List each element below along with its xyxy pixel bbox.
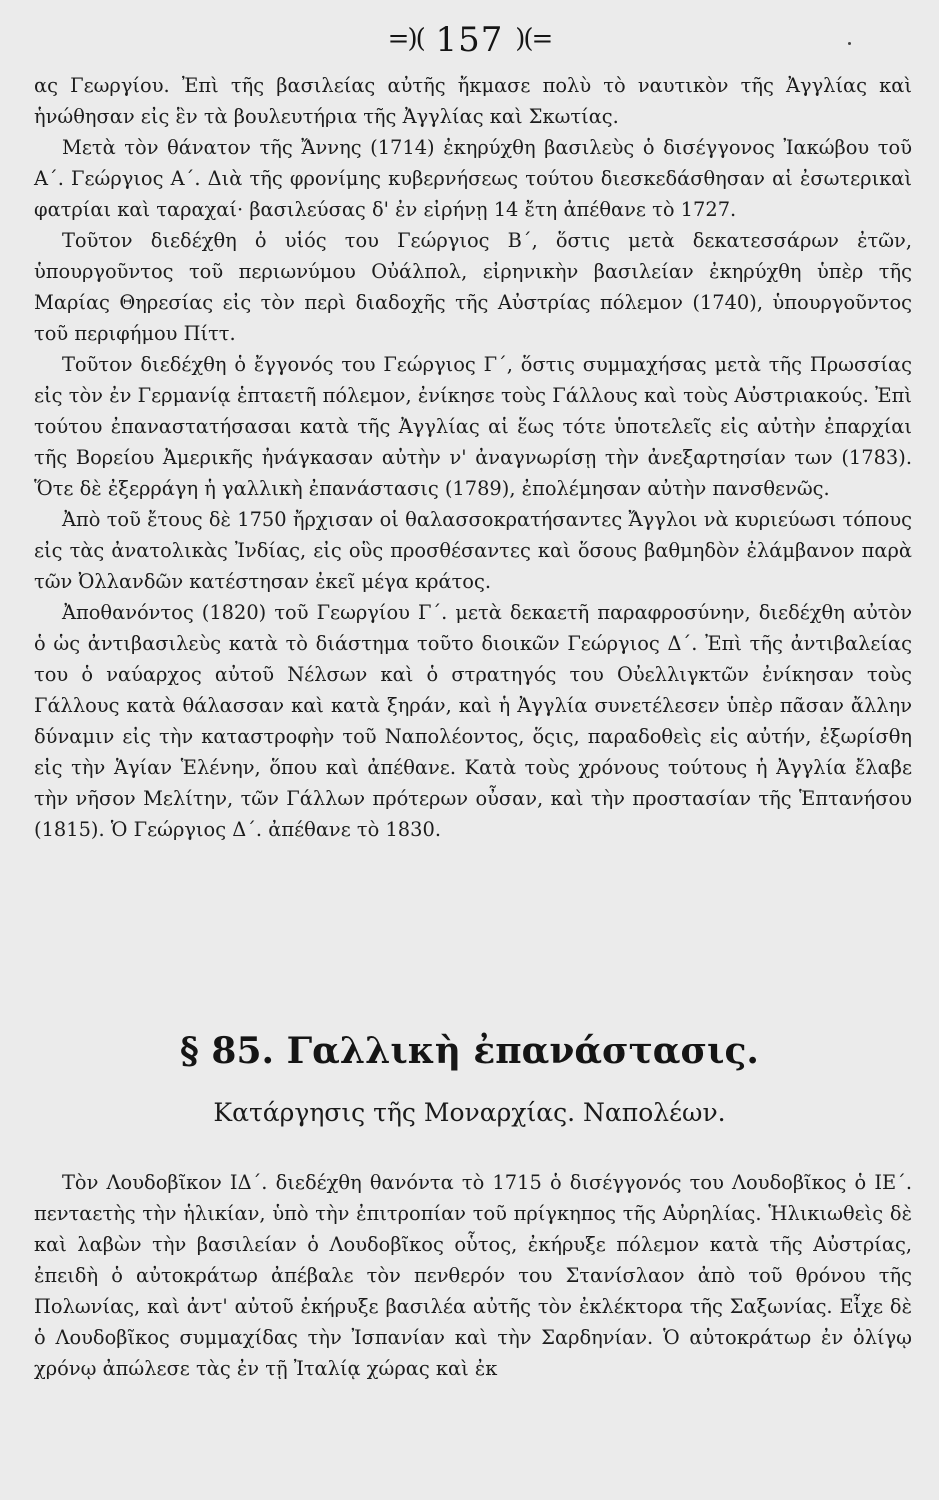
page-number: 157 [435,20,504,60]
header-right-ornament: )(= [515,24,552,54]
paragraph: Τοῦτον διεδέχθη ὁ υἱός του Γεώργιος Β΄, ὅστις μετὰ δεκατεσσάρων ἐτῶν, ὑπουργοῦντος τοῦ περιωνύμου Οὐάλπολ, εἰρηνικὴν βασιλείαν ἐκηρύχθη ὑπὲρ τῆς Μαρίας Θηρεσίας εἰς τὸν περὶ διαδοχῆς τῆς Αὐστρίας πόλεμον (1740), ὑπουργοῦντος τοῦ περιφήμου Πίττ. [34,229,912,345]
ink-speck [848,42,851,45]
paragraph: Ἀπὸ τοῦ ἔτους δὲ 1750 ἤρχισαν οἱ θαλασσοκρατήσαντες Ἄγγλοι νὰ κυριεύωσι τόπους εἰς τὰς ἀνατολικὰς Ἰνδίας, εἰς οὓς προσθέσαντες καὶ ὅσους βαθμηδὸν ἐλάμβανον παρὰ τῶν Ὀλλανδῶν κατέστησαν ἐκεῖ μέγα κράτος. [34,508,912,593]
section-subtitle: Κατάργησις τῆς Μοναρχίας. Ναπολέων. [213,1098,726,1127]
page-header [0,20,939,60]
body-text-bottom [34,1167,912,1384]
paragraph: Τοῦτον διεδέχθη ὁ ἔγγονός του Γεώργιος Γ΄, ὅστις συμμαχήσας μετὰ τῆς Πρωσσίας εἰς τὸν ἐν Γερμανίᾳ ἑπταετῆ πόλεμον, ἐνίκησε τοὺς Γάλλους καὶ τοὺς Αὐστριακούς. Ἐπὶ τούτου ἐπαναστατήσασαι κατὰ τῆς Ἀγγλίας αἱ ἕως τότε ὑποτελεῖς εἰς αὐτὴν ἐπαρχίαι τῆς Βορείου Ἀμερικῆς ἠνάγκασαν αὐτὴν ν' ἀναγνωρίσῃ τὴν ἀνεξαρτησίαν των (1783). Ὅτε δὲ ἐξερράγη ἡ γαλλικὴ ἐπανάστασις (1789), ἐπολέμησαν αὐτὴν πανσθενῶς. [34,353,912,500]
body-text-top [34,70,912,845]
paragraph: Ἀποθανόντος (1820) τοῦ Γεωργίου Γ΄. μετὰ δεκαετῆ παραφροσύνην, διεδέχθη αὐτὸν ὁ ὡς ἀντιβασιλεὺς κατὰ τὸ διάστημα τοῦτο διοικῶν Γεώργιος Δ΄. Ἐπὶ τῆς ἀντιβαλείας του ὁ ναύαρχος αὐτοῦ Νέλσων καὶ ὁ στρατηγός του Οὐελλιγκτῶν ἐνίκησαν τοὺς Γάλλους κατὰ θάλασσαν καὶ κατὰ ξηράν, καὶ ἡ Ἀγγλία συνετέλεσεν ὑπὲρ πᾶσαν ἄλλην δύναμιν εἰς τὴν καταστροφὴν τοῦ Ναπολέοντος, ὅςις, παραδοθεὶς εἰς αὐτήν, ἐξωρίσθη εἰς τὴν Ἁγίαν Ἑλένην, ὅπου καὶ ἀπέθανε. Κατὰ τοὺς χρόνους τούτους ἡ Ἀγγλία ἔλαβε τὴν νῆσον Μελίτην, τῶν Γάλλων πρότερων οὖσαν, καὶ τὴν προστασίαν τῆς Ἑπτανήσου (1815). Ὁ Γεώργιος Δ΄. ἀπέθανε τὸ 1830. [34,601,912,841]
paragraph: Μετὰ τὸν θάνατον τῆς Ἄννης (1714) ἐκηρύχθη βασιλεὺς ὁ δισέγγονος Ἰακώβου τοῦ Α΄. Γεώργιος Α΄. Διὰ τῆς φρονίμης κυβερνήσεως τούτου διεσκεδάσθησαν αἱ ἐσωτερικαὶ φατρίαι καὶ ταραχαί· βασιλεύσας δ' ἐν εἰρήνῃ 14 ἔτη ἀπέθανε τὸ 1727. [34,136,912,221]
paragraph: ας Γεωργίου. Ἐπὶ τῆς βασιλείας αὐτῆς ἤκμασε πολὺ τὸ ναυτικὸν τῆς Ἀγγλίας καὶ ἡνώθησαν εἰς ἓν τὰ βουλευτήρια τῆς Ἀγγλίας καὶ Σκωτίας. [34,74,912,128]
section-title: § 85. Γαλλικὴ ἐπανάστασις. [180,1030,759,1072]
header-left-ornament: =)( [387,24,424,54]
paragraph: Τὸν Λουδοβῖκον ΙΔ΄. διεδέχθη θανόντα τὸ 1715 ὁ δισέγγονός του Λουδοβῖκος ὁ ΙΕ΄. πενταετὴς τὴν ἡλικίαν, ὑπὸ τὴν ἐπιτροπίαν τοῦ πρίγκηπος τῆς Αὐρηλίας. Ἡλικιωθεὶς δὲ καὶ λαβὼν τὴν βασιλείαν ὁ Λουδοβῖκος οὗτος, ἐκήρυξε πόλεμον κατὰ τῆς Αὐστρίας, ἐπειδὴ ὁ αὐτοκράτωρ ἀπέβαλε τὸν πενθερόν του Στανίσλαον ἀπὸ τοῦ θρόνου τῆς Πολωνίας, καὶ ἀντ' αὐτοῦ ἐκήρυξε βασιλέα αὐτῆς τὸν ἐκλέκτορα τῆς Σαξωνίας. Εἶχε δὲ ὁ Λουδοβῖκος συμμαχίδας τὴν Ἰσπανίαν καὶ τὴν Σαρδηνίαν. Ὁ αὐτοκράτωρ ἐν ὀλίγῳ χρόνῳ ἀπώλεσε τὰς ἐν τῇ Ἰταλίᾳ χώρας καὶ ἐκ [34,1171,912,1380]
